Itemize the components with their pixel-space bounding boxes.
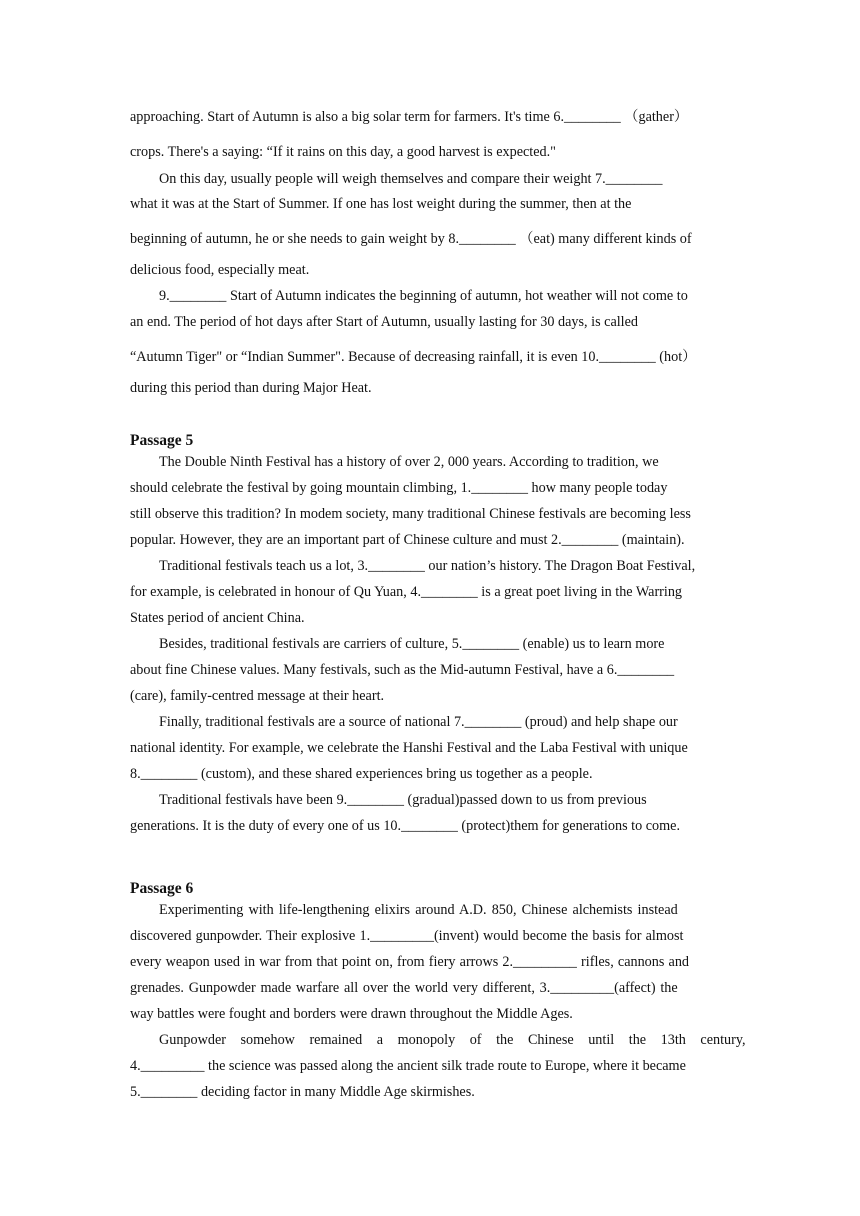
text-line: 5.________ deciding factor in many Middle Age skirmishes. xyxy=(130,1084,475,1100)
text-line: crops. There's a saying: “If it rains on this day, a good harvest is expected." xyxy=(130,144,556,160)
text-line: way battles were fought and borders were drawn throughout the Middle Ages. xyxy=(130,1006,573,1022)
text-line: The Double Ninth Festival has a history of over 2, 000 years. According to tradition, we xyxy=(159,454,659,470)
text-line: grenades. Gunpowder made warfare all over the world very different, 3._________(affect) the xyxy=(130,980,678,996)
text-line: discovered gunpowder. Their explosive 1._________(invent) would become the basis for almost xyxy=(130,928,684,944)
text-line: (care), family-centred message at their heart. xyxy=(130,688,385,704)
text-line: beginning of autumn, he or she needs to gain weight by 8.________ （eat) many different kinds of xyxy=(130,231,692,247)
text-line: Traditional festivals have been 9.________ (gradual)passed down to us from previous xyxy=(159,792,647,808)
passage-5 xyxy=(130,432,732,850)
text-line: popular. However, they are an important part of Chinese culture and must 2.________ (maintain). xyxy=(130,532,685,548)
text-line: Finally, traditional festivals are a source of national 7.________ (proud) and help shape our xyxy=(159,714,678,730)
text-line: national identity. For example, we celebrate the Hanshi Festival and the Laba Festival with unique xyxy=(130,740,688,756)
text-line: 8.________ (custom), and these shared experiences bring us together as a people. xyxy=(130,766,593,782)
text-line: generations. It is the duty of every one of us 10.________ (protect)them for generations to come. xyxy=(130,818,681,834)
passage-5-title: Passage 5 xyxy=(130,432,194,449)
passage-6-title: Passage 6 xyxy=(130,880,194,897)
text-line: Gunpowder somehow remained a monopoly of the Chinese until the 13th century, xyxy=(159,1032,746,1048)
text-line: Besides, traditional festivals are carriers of culture, 5.________ (enable) us to learn more xyxy=(159,636,665,652)
text-line: every weapon used in war from that point on, from fiery arrows 2._________ rifles, cannons and xyxy=(130,954,690,970)
text-line: 9.________ Start of Autumn indicates the beginning of autumn, hot weather will not come to xyxy=(159,288,688,304)
text-line: approaching. Start of Autumn is also a big solar term for farmers. It's time 6.________ （gather） xyxy=(130,109,689,125)
text-line: States period of ancient China. xyxy=(130,610,305,626)
text-line: during this period than during Major Heat. xyxy=(130,380,372,396)
text-line: still observe this tradition? In modem society, many traditional Chinese festivals are becoming less xyxy=(130,506,691,522)
text-line: for example, is celebrated in honour of Qu Yuan, 4.________ is a great poet living in the Warring xyxy=(130,584,683,600)
text-line: delicious food, especially meat. xyxy=(130,262,310,278)
text-line: an end. The period of hot days after Start of Autumn, usually lasting for 30 days, is called xyxy=(130,314,639,330)
text-line: On this day, usually people will weigh themselves and compare their weight 7.________ xyxy=(159,171,663,187)
continued-passage xyxy=(130,106,732,406)
text-line: about fine Chinese values. Many festivals, such as the Mid-autumn Festival, have a 6.________ xyxy=(130,662,675,678)
text-line: Traditional festivals teach us a lot, 3.________ our nation’s history. The Dragon Boat Festival, xyxy=(159,558,696,574)
text-line: Experimenting with life-lengthening elixirs around A.D. 850, Chinese alchemists instead xyxy=(159,902,678,918)
text-line: what it was at the Start of Summer. If one has lost weight during the summer, then at the xyxy=(130,196,632,212)
passage-6 xyxy=(130,880,746,1118)
text-line: 4._________ the science was passed along the ancient silk trade route to Europe, where it became xyxy=(130,1058,686,1074)
text-line: “Autumn Tiger" or “Indian Summer". Because of decreasing rainfall, it is even 10.________ (hot） xyxy=(130,349,697,365)
document-page xyxy=(130,106,746,1100)
text-line: should celebrate the festival by going mountain climbing, 1.________ how many people today xyxy=(130,480,668,496)
